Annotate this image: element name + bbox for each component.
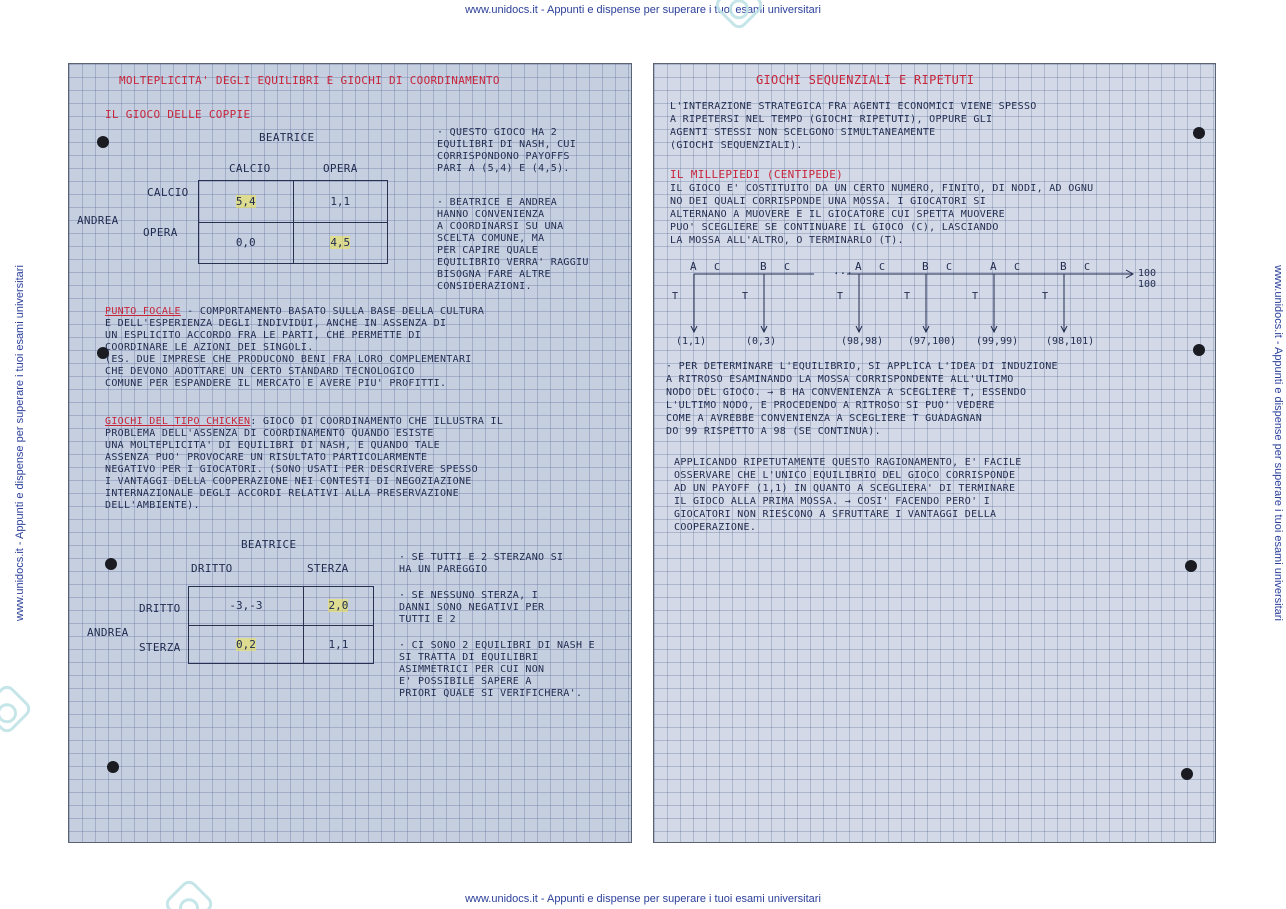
payoff-value: 5,4 [235,194,256,208]
continue-label: C [714,262,721,273]
binder-hole [1181,768,1193,780]
centipede-paragraph: IL GIOCO E' COSTITUITO DA UN CERTO NUMERO, FINITO, DI NODI, AD OGNU NO DEI QUALI CORRISPONDE UNA MOSSA. I GIOCATORI SI ALTERNANO A MUOVERE E IL GIOCATORE CUI SPETTA MUOVERE PUO' SCEGLIERE SE CONTINUARE IL GIOCO (C), LASCIANDO LA MOSSA ALL'ALTRO, O TERMINARLO (T). [670,183,1094,246]
tree-node: A [690,260,697,273]
payoff-cell [293,222,388,264]
binder-hole [107,761,119,773]
column-label: STERZA [307,562,349,575]
focal-point-paragraph [105,306,484,390]
terminate-label: T [972,291,979,302]
row-label: DRITTO [139,602,181,615]
note: · BEATRICE E ANDREA HANNO CONVENIENZA A COORDINARSI SU UNA SCELTA COMUNE, MA PER CAPIRE QUALE EQUILIBRIO VERRA' RAGGIU BISOGNA FARE ALTRE CONSIDERAZIONI. [437,197,589,292]
tree-ellipsis: ... [833,264,853,277]
section-heading: IL MILLEPIEDI (CENTIPEDE) [670,168,844,181]
payoff-value: 4,5 [330,236,351,250]
payoff-cell [199,181,294,223]
terminal-payoff: (0,3) [746,336,777,347]
backward-induction-paragraph: · PER DETERMINARE L'EQUILIBRIO, SI APPLICA L'IDEA DI INDUZIONE A RITROSO ESAMINANDO LA MOSSA CORRISPONDENTE ALL'ULTIMO NODO DEL GIOCO. → B HA CONVENIENZA A SCEGLIERE T, ESSENDO L'ULTIMO NODO, E PROCEDENDO A RITROSO SI PUO' VEDERE COME A AVREBBE CONVENIENZA A SCEGLIERE T GUADAGNAN DO 99 RISPETTO A 98 (SE CONTINUA). [666,361,1058,437]
final-payoff-a: 100 [1138,268,1157,279]
row-label: STERZA [139,641,181,654]
tree-node: B [760,260,767,273]
tree-node: B [922,260,929,273]
term-heading: PUNTO FOCALE [105,306,181,317]
paragraph-text: - COMPORTAMENTO BASATO SULLA BASE DELLA CULTURA E DELL'ESPERIENZA DEGLI INDIVIDUI, ANCHE IN ASSENZA DI UN ESPLICITO ACCORDO FRA LE PARTI, CHE PERMETTE DI COORDINARE LE AZIONI DEI SINGOLI. (ES. DUE IMPRESE CHE PRODUCONO BENI FRA LORO COMPLEMENTARI CHE DEVONO ADOTTARE UN CERTO STANDARD TECNOLOGICO COMUNE PER ESPANDERE IL MERCATO E AVERE PIU' PROFITTI. [105,306,485,389]
notebook-page-right [653,63,1216,843]
row-label: CALCIO [147,186,189,199]
tree-node: A [855,260,862,273]
tree-node: B [1060,260,1067,273]
payoff-matrix [188,586,374,664]
payoff-cell: -3,-3 [189,587,304,626]
note: · CI SONO 2 EQUILIBRI DI NASH E SI TRATTA DI EQUILIBRI ASIMMETRICI PER CUI NON E' POSSIBILE SAPERE A PRIORI QUALE SI VERIFICHERA'. [399,640,595,699]
terminate-label: T [672,291,679,302]
tree-node: A [990,260,997,273]
terminal-payoff: (99,99) [976,336,1019,347]
note: · QUESTO GIOCO HA 2 EQUILIBRI DI NASH, CUI CORRISPONDONO PAYOFFS PARI A (5,4) E (4,5). [437,127,577,174]
top-banner: www.unidocs.it - Appunti e dispense per superare i tuoi esami universitari [465,4,821,16]
terminal-payoff: (98,101) [1046,336,1095,347]
page-title: GIOCHI SEQUENZIALI E RIPETUTI [756,73,975,87]
bottom-banner: www.unidocs.it - Appunti e dispense per superare i tuoi esami universitari [465,893,821,905]
note: · SE NESSUNO STERZA, I DANNI SONO NEGATIVI PER TUTTI E 2 [399,590,545,625]
column-label: OPERA [323,162,358,175]
payoff-cell: 1,1 [293,181,388,223]
continue-label: C [1014,262,1021,273]
payoff-cell [189,625,304,664]
payoff-value: 2,0 [328,599,349,613]
payoff-matrix [198,180,388,264]
column-label: CALCIO [229,162,271,175]
chicken-paragraph [105,416,503,512]
intro-paragraph: L'INTERAZIONE STRATEGICA FRA AGENTI ECONOMICI VIENE SPESSO A RIPETERSI NEL TEMPO (GIOCHI RIPETUTI), OPPURE GLI AGENTI STESSI NON SCELGONO SIMULTANEAMENTE (GIOCHI SEQUENZIALI). [670,101,1037,151]
binder-hole [105,558,117,570]
section-heading: IL GIOCO DELLE COPPIE [105,108,251,121]
continue-label: C [879,262,886,273]
terminate-label: T [837,291,844,302]
paragraph-text: : GIOCO DI COORDINAMENTO CHE ILLUSTRA IL PROBLEMA DELL'ASSENZA DI COORDINAMENTO QUANDO ESISTE UNA MOLTEPLICITA' DI EQUILIBRI DI NASH, E QUANDO TALE ASSENZA PUO' PROVOCARE UN RISULTATO PARTICOLARMENTE NEGATIVO PER I GIOCATORI. (SONO USATI PER DESCRIVERE SPESSO I VANTAGGI DELLA COOPERAZIONE NEI CONTESTI DI NEGOZIAZIONE INTERNAZIONALE DEGLI ACCORDI RELATIVI ALLA PRESERVAZIONE DELL'AMBIENTE). [105,416,504,511]
player-label-side: ANDREA [87,626,129,639]
binder-hole [1185,560,1197,572]
row-label: OPERA [143,226,178,239]
page-title: MOLTEPLICITA' DEGLI EQUILIBRI E GIOCHI DI COORDINAMENTO [119,74,500,87]
payoff-cell: 1,1 [303,625,373,664]
terminal-payoff: (98,98) [841,336,884,347]
terminate-label: T [904,291,911,302]
player-label-top: BEATRICE [259,131,315,144]
continue-label: C [946,262,953,273]
terminal-payoff: (97,100) [908,336,957,347]
conclusion-paragraph: APPLICANDO RIPETUTAMENTE QUESTO RAGIONAMENTO, E' FACILE OSSERVARE CHE L'UNICO EQUILIBRIO DEL GIOCO CORRISPONDE AD UN PAYOFF (1,1) IN QUANTO A SCEGLIERA' DI TERMINARE IL GIOCO ALLA PRIMA MOSSA. → COSI' FACENDO PERO' I GIOCATORI NON RIESCONO A SFRUTTARE I VANTAGGI DELLA COOPERAZIONE. [674,457,1022,533]
payoff-cell [303,587,373,626]
player-label-top: BEATRICE [241,538,297,551]
payoff-value: 0,2 [235,637,256,651]
player-label-side: ANDREA [77,214,119,227]
left-side-banner: www.unidocs.it - Appunti e dispense per superare i tuoi esami universitari [14,265,26,621]
notebook-page-left [68,63,632,843]
continue-label: C [784,262,791,273]
final-payoff-b: 100 [1138,279,1157,290]
binder-hole [97,136,109,148]
right-side-banner: www.unidocs.it - Appunti e dispense per superare i tuoi esami universitari [1272,265,1284,621]
note: · SE TUTTI E 2 STERZANO SI HA UN PAREGGIO [399,552,564,575]
continue-label: C [1084,262,1091,273]
term-heading: GIOCHI DEL TIPO CHICKEN [105,416,251,427]
terminal-payoff: (1,1) [676,336,707,347]
terminate-label: T [1042,291,1049,302]
terminate-label: T [742,291,749,302]
column-label: DRITTO [191,562,233,575]
payoff-cell: 0,0 [199,222,294,264]
centipede-game-tree [654,64,1216,354]
